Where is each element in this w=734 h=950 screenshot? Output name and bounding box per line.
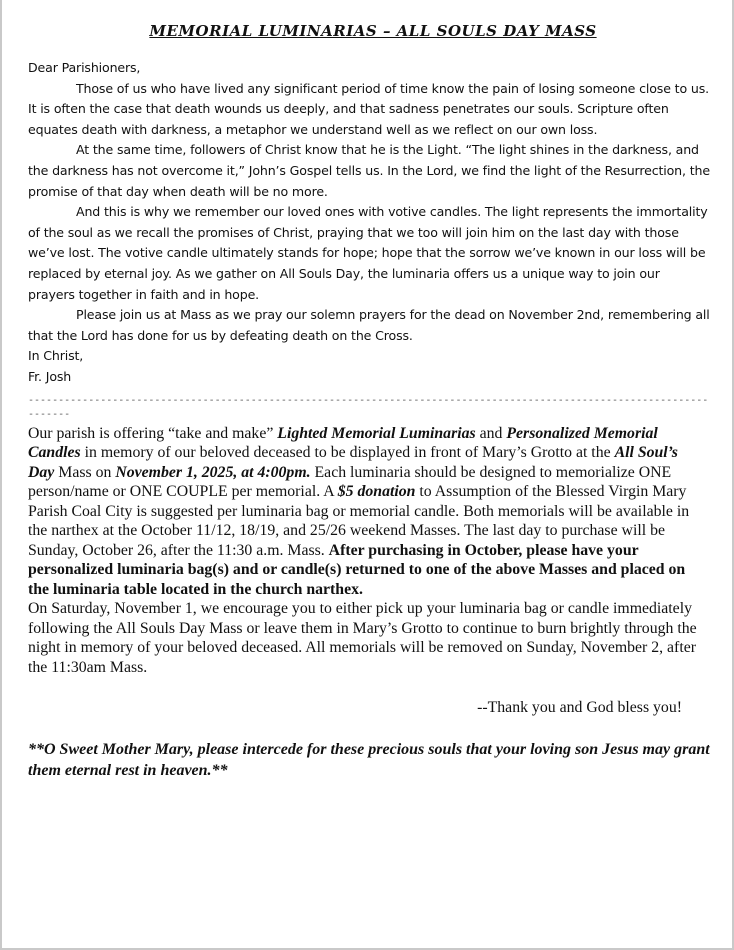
notice-paragraph [28, 424, 708, 600]
closing-prayer: **O Sweet Mother Mary, please intercede for these precious souls that your loving son Jesus may grant them eternal rest in heaven.** [28, 741, 710, 779]
notice-text: in memory of our beloved deceased to be displayed in front of Mary’s Grotto at the [80, 444, 615, 461]
notice-and: and [475, 424, 507, 442]
return-instruction: After purchasing in October, please have your personalized luminaria bag(s) and or candle(s) returned to one of the above Masses and placed on the luminaria table located in the church narthex. [28, 541, 686, 598]
event-name: All Soul’s Day [28, 444, 678, 481]
letter-paragraph: At the same time, followers of Christ know that he is the Light. “The light shines in the darkness, and the darkness has not overcome it,” John’s Gospel tells us. In the Lord, we find the light of the Resurrection, the promise of that day when death will be no more. [28, 142, 710, 199]
pastor-letter [28, 58, 710, 388]
letter-paragraph: Please join us at Mass as we pray our solemn prayers for the dead on November 2nd, remembering all that the Lord has done for us by defeating death on the Cross. [28, 307, 710, 343]
letter-paragraph: Those of us who have lived any significant period of time know the pain of losing someone close to us. It is often the case that death wounds us deeply, and that sadness penetrates our souls. Scripture often equates death with darkness, a metaphor we understand well as we reflect on our own loss. [28, 80, 709, 137]
thank-you-line: --Thank you and God bless you! [477, 699, 682, 716]
luminarias-label: Lighted Memorial Luminarias [277, 424, 476, 442]
donation-amount: $5 donation [337, 483, 416, 500]
event-datetime: November 1, 2025, at 4:00pm. [115, 463, 311, 481]
letter-signature: Fr. Josh [28, 368, 72, 384]
letter-closing: In Christ, [28, 348, 84, 364]
letter-paragraph: And this is why we remember our loved ones with votive candles. The light represents the immortality of the soul as we recall the promises of Christ, praying that we too will join him on the last day with those we’ve lost. The votive candle ultimately stands for hope; hope that the sorrow we’ve known in our loss will be replaced by eternal joy. As we gather on All Souls Day, the luminaria offers us a unique way to join our prayers together in faith and in hope. [28, 204, 708, 302]
notice-text: to Assumption of the Blessed Virgin Mary Parish Coal City is suggested per luminaria bag or memorial candle. Both memorials will be available in the narthex at the October 11/12, 18/19, and 25/26 weekend Masses. The last day to purchase will be Sunday, October 26, after the 11:30 a.m. Mass. [28, 483, 690, 559]
pickup-paragraph: On Saturday, November 1, we encourage you to either pick up your luminaria bag or candle immediately following the All Souls Day Mass or leave them in Mary’s Grotto to continue to burn brightly through the night in memory of your beloved deceased. All memorials will be removed on Sunday, November 2, after the 11:30am Mass. [28, 600, 697, 676]
section-divider: ------------------------------------------------------------------------------------------------------------------------ [28, 394, 709, 420]
luminaria-notice [28, 424, 710, 678]
notice-text: Mass on [54, 463, 116, 481]
notice-intro: Our parish is offering “take and make” [28, 424, 278, 442]
notice-text: Each luminaria should be designed to memorialize ONE person/name or ONE COUPLE per memorial. A [28, 463, 672, 500]
page-title: MEMORIAL LUMINARIAS – ALL SOULS DAY MASS [149, 22, 597, 40]
candles-label: Personalized Memorial Candles [28, 424, 658, 461]
letter-salutation: Dear Parishioners, [28, 60, 141, 75]
